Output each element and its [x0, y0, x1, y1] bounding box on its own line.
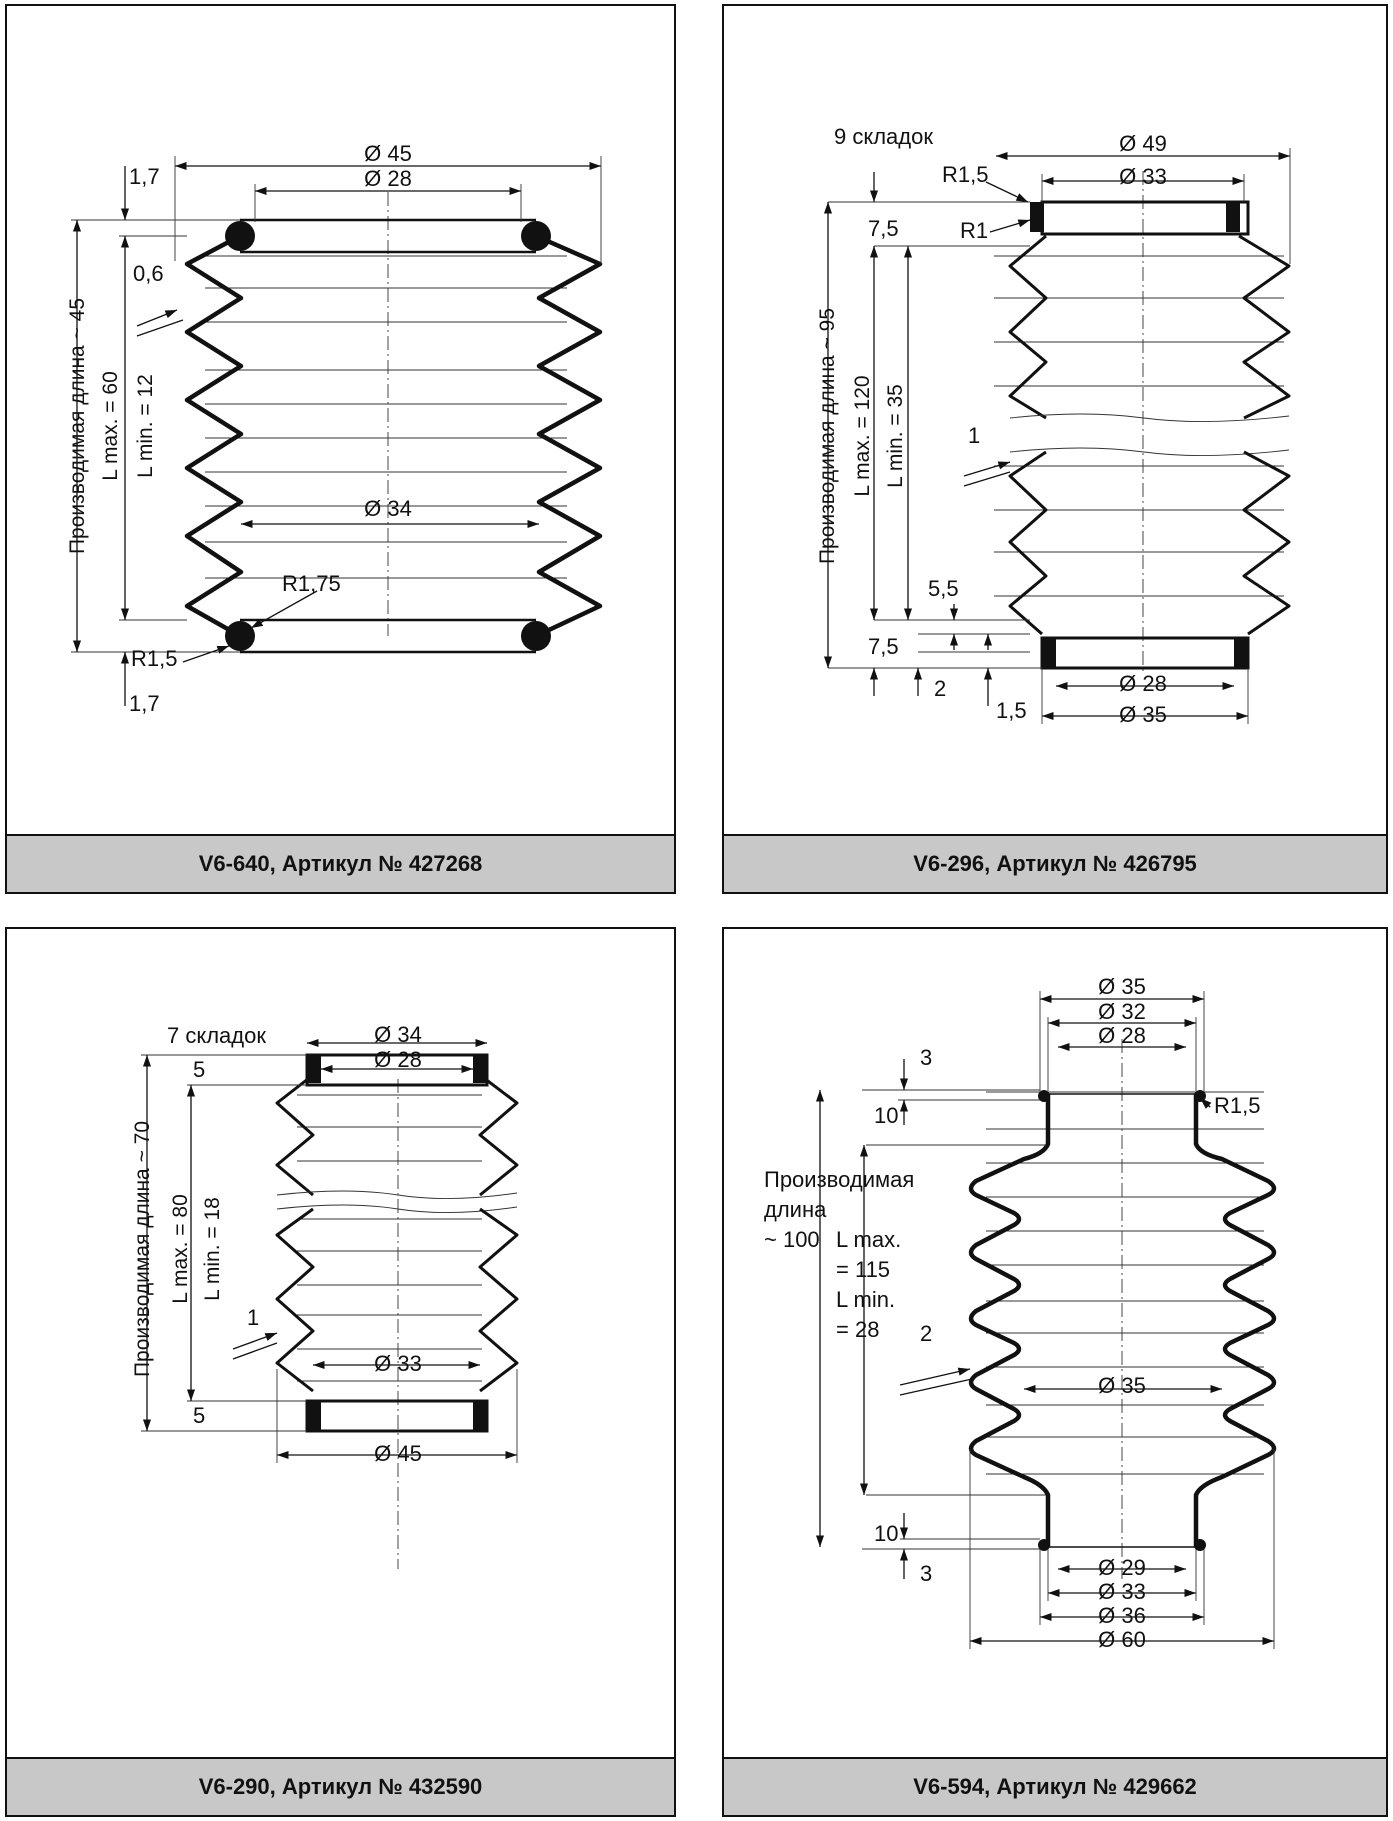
dim-h-55: 5,5: [928, 576, 959, 601]
dim-d-top: Ø 33: [1119, 164, 1167, 189]
dim-d-outer: Ø 45: [364, 141, 412, 166]
bottom-lip-left: [307, 1401, 321, 1431]
dim-r-inner: R1: [960, 218, 989, 243]
dim-r-bead: R1,75: [282, 571, 341, 596]
dim-d-inner: Ø 34: [364, 496, 412, 521]
panel-v6-640: [5, 4, 676, 894]
bottom-lip-right: [473, 1401, 487, 1431]
caption-v6-640: V6-640, Артикул № 427268: [7, 834, 674, 892]
label-prod-2: длина: [764, 1197, 827, 1222]
fold-lines: [986, 1092, 1264, 1474]
dim-t-bottom: 1,7: [129, 691, 160, 716]
dim-h-bot: 7,5: [868, 634, 899, 659]
dim-h-bot: 10: [874, 1521, 899, 1546]
drawing-v6-640: [7, 6, 678, 836]
dim-r-lip: R1,5: [131, 646, 178, 671]
dim-d-36: Ø 36: [1098, 1603, 1146, 1628]
panel-v6-594: [722, 927, 1388, 1817]
drawing-v6-594: [724, 929, 1390, 1759]
top-cuff: [1042, 202, 1248, 234]
label-lmin-1: L min.: [836, 1287, 896, 1312]
dim-d-29: Ø 29: [1098, 1555, 1146, 1580]
dim-d-inner: Ø 33: [374, 1351, 422, 1376]
bellows-right-wall-upper: [480, 1075, 517, 1195]
caption-v6-290: V6-290, Артикул № 432590: [7, 1757, 674, 1815]
caption-v6-296: V6-296, Артикул № 426795: [724, 834, 1386, 892]
dim-d-outer: Ø 49: [1119, 131, 1167, 156]
bellows-right-wall-lower: [1244, 452, 1289, 634]
dim-len-prod: Производимая длина ~ 70: [131, 1120, 154, 1378]
bottom-lip-right: [1234, 638, 1248, 668]
dim-wall: 1: [247, 1305, 260, 1330]
dim-d-bot-out: Ø 35: [1119, 702, 1167, 727]
dim-d-top-out: Ø 34: [374, 1022, 422, 1047]
dim-len-prod: Производимая длина ~ 45: [66, 297, 89, 555]
dim-t-bot: 3: [920, 1561, 933, 1586]
drawing-v6-290: [7, 929, 678, 1759]
dim-d-top: Ø 28: [364, 166, 412, 191]
label-lmax-1: L max.: [836, 1227, 902, 1252]
top-lip-right: [1194, 1090, 1206, 1102]
top-lip-left: [307, 1055, 321, 1083]
label-lmin-2: = 28: [836, 1317, 880, 1342]
dim-d-top-in: Ø 28: [374, 1047, 422, 1072]
bead-bottom-left: [225, 621, 255, 651]
panel-v6-290: [5, 927, 676, 1817]
bottom-cuff: [1042, 638, 1248, 668]
dim-h-top: 7,5: [868, 216, 899, 241]
label-prod-1: Производимая: [764, 1167, 915, 1192]
top-lip-left: [1030, 202, 1044, 232]
dim-wall: 1: [968, 423, 981, 448]
fold-lines: [297, 1095, 482, 1381]
bellows-left-wall-lower: [1010, 452, 1046, 634]
dim-wall: 0,6: [133, 261, 164, 286]
panel-v6-296: [722, 4, 1388, 894]
dim-l-max: L max. = 120: [851, 375, 874, 497]
bead-bottom-right: [521, 621, 551, 651]
dim-d-outer: Ø 45: [374, 1441, 422, 1466]
dim-h-bot: 5: [193, 1403, 206, 1428]
dim-len-prod: Производимая длина ~ 95: [816, 307, 839, 565]
fold-lines: [205, 256, 567, 578]
bellows-right-wall-upper: [1239, 236, 1289, 418]
dim-d-33: Ø 33: [1098, 1579, 1146, 1604]
bottom-lip-left: [1042, 638, 1056, 668]
dim-h-15: 1,5: [996, 698, 1027, 723]
dim-t-top: 3: [920, 1045, 933, 1070]
label-folds: 9 складок: [834, 124, 933, 149]
dim-d-bot-in: Ø 28: [1119, 671, 1167, 696]
dim-l-max: L max. = 60: [99, 371, 122, 481]
dim-d-35-top: Ø 35: [1098, 974, 1146, 999]
bottom-cuff: [307, 1401, 487, 1431]
dim-d-inner: Ø 35: [1098, 1373, 1146, 1398]
dim-d-28: Ø 28: [1098, 1023, 1146, 1048]
dim-h-top: 10: [874, 1103, 899, 1128]
dim-t-top: 1,7: [129, 164, 160, 189]
bellows-left-wall-upper: [277, 1075, 313, 1195]
bead-top-left: [225, 221, 255, 251]
bellows-right-wall-lower: [480, 1209, 517, 1391]
dim-r: R1,5: [1214, 1093, 1261, 1118]
dim-d-60: Ø 60: [1098, 1627, 1146, 1652]
dim-r-outer: R1,5: [942, 162, 989, 187]
top-lip-right: [1226, 202, 1240, 232]
bead-top-right: [521, 221, 551, 251]
label-prod-3: ~ 100: [764, 1227, 820, 1252]
drawing-v6-296: [724, 6, 1390, 836]
dim-l-min: L min. = 18: [201, 1197, 224, 1301]
dim-h-2: 2: [934, 676, 947, 701]
dim-h-top: 5: [193, 1057, 206, 1082]
dim-l-min: L min. = 12: [134, 374, 157, 478]
label-lmax-2: = 115: [836, 1257, 891, 1282]
bellows-right-wall: [536, 236, 600, 636]
dim-l-min: L min. = 35: [884, 384, 907, 488]
bellows-left-wall-lower: [277, 1209, 313, 1391]
bellows-right-wall: [1196, 1094, 1274, 1547]
dim-d-32: Ø 32: [1098, 999, 1146, 1024]
caption-v6-594: V6-594, Артикул № 429662: [724, 1757, 1386, 1815]
bellows-left-wall-upper: [1010, 236, 1046, 418]
label-folds: 7 складок: [167, 1023, 266, 1048]
dim-l-max: L max. = 80: [169, 1194, 192, 1304]
dim-wall: 2: [920, 1321, 933, 1346]
bellows-left-wall: [971, 1094, 1048, 1547]
top-lip-right: [473, 1055, 487, 1083]
bellows-left-wall: [187, 236, 241, 636]
